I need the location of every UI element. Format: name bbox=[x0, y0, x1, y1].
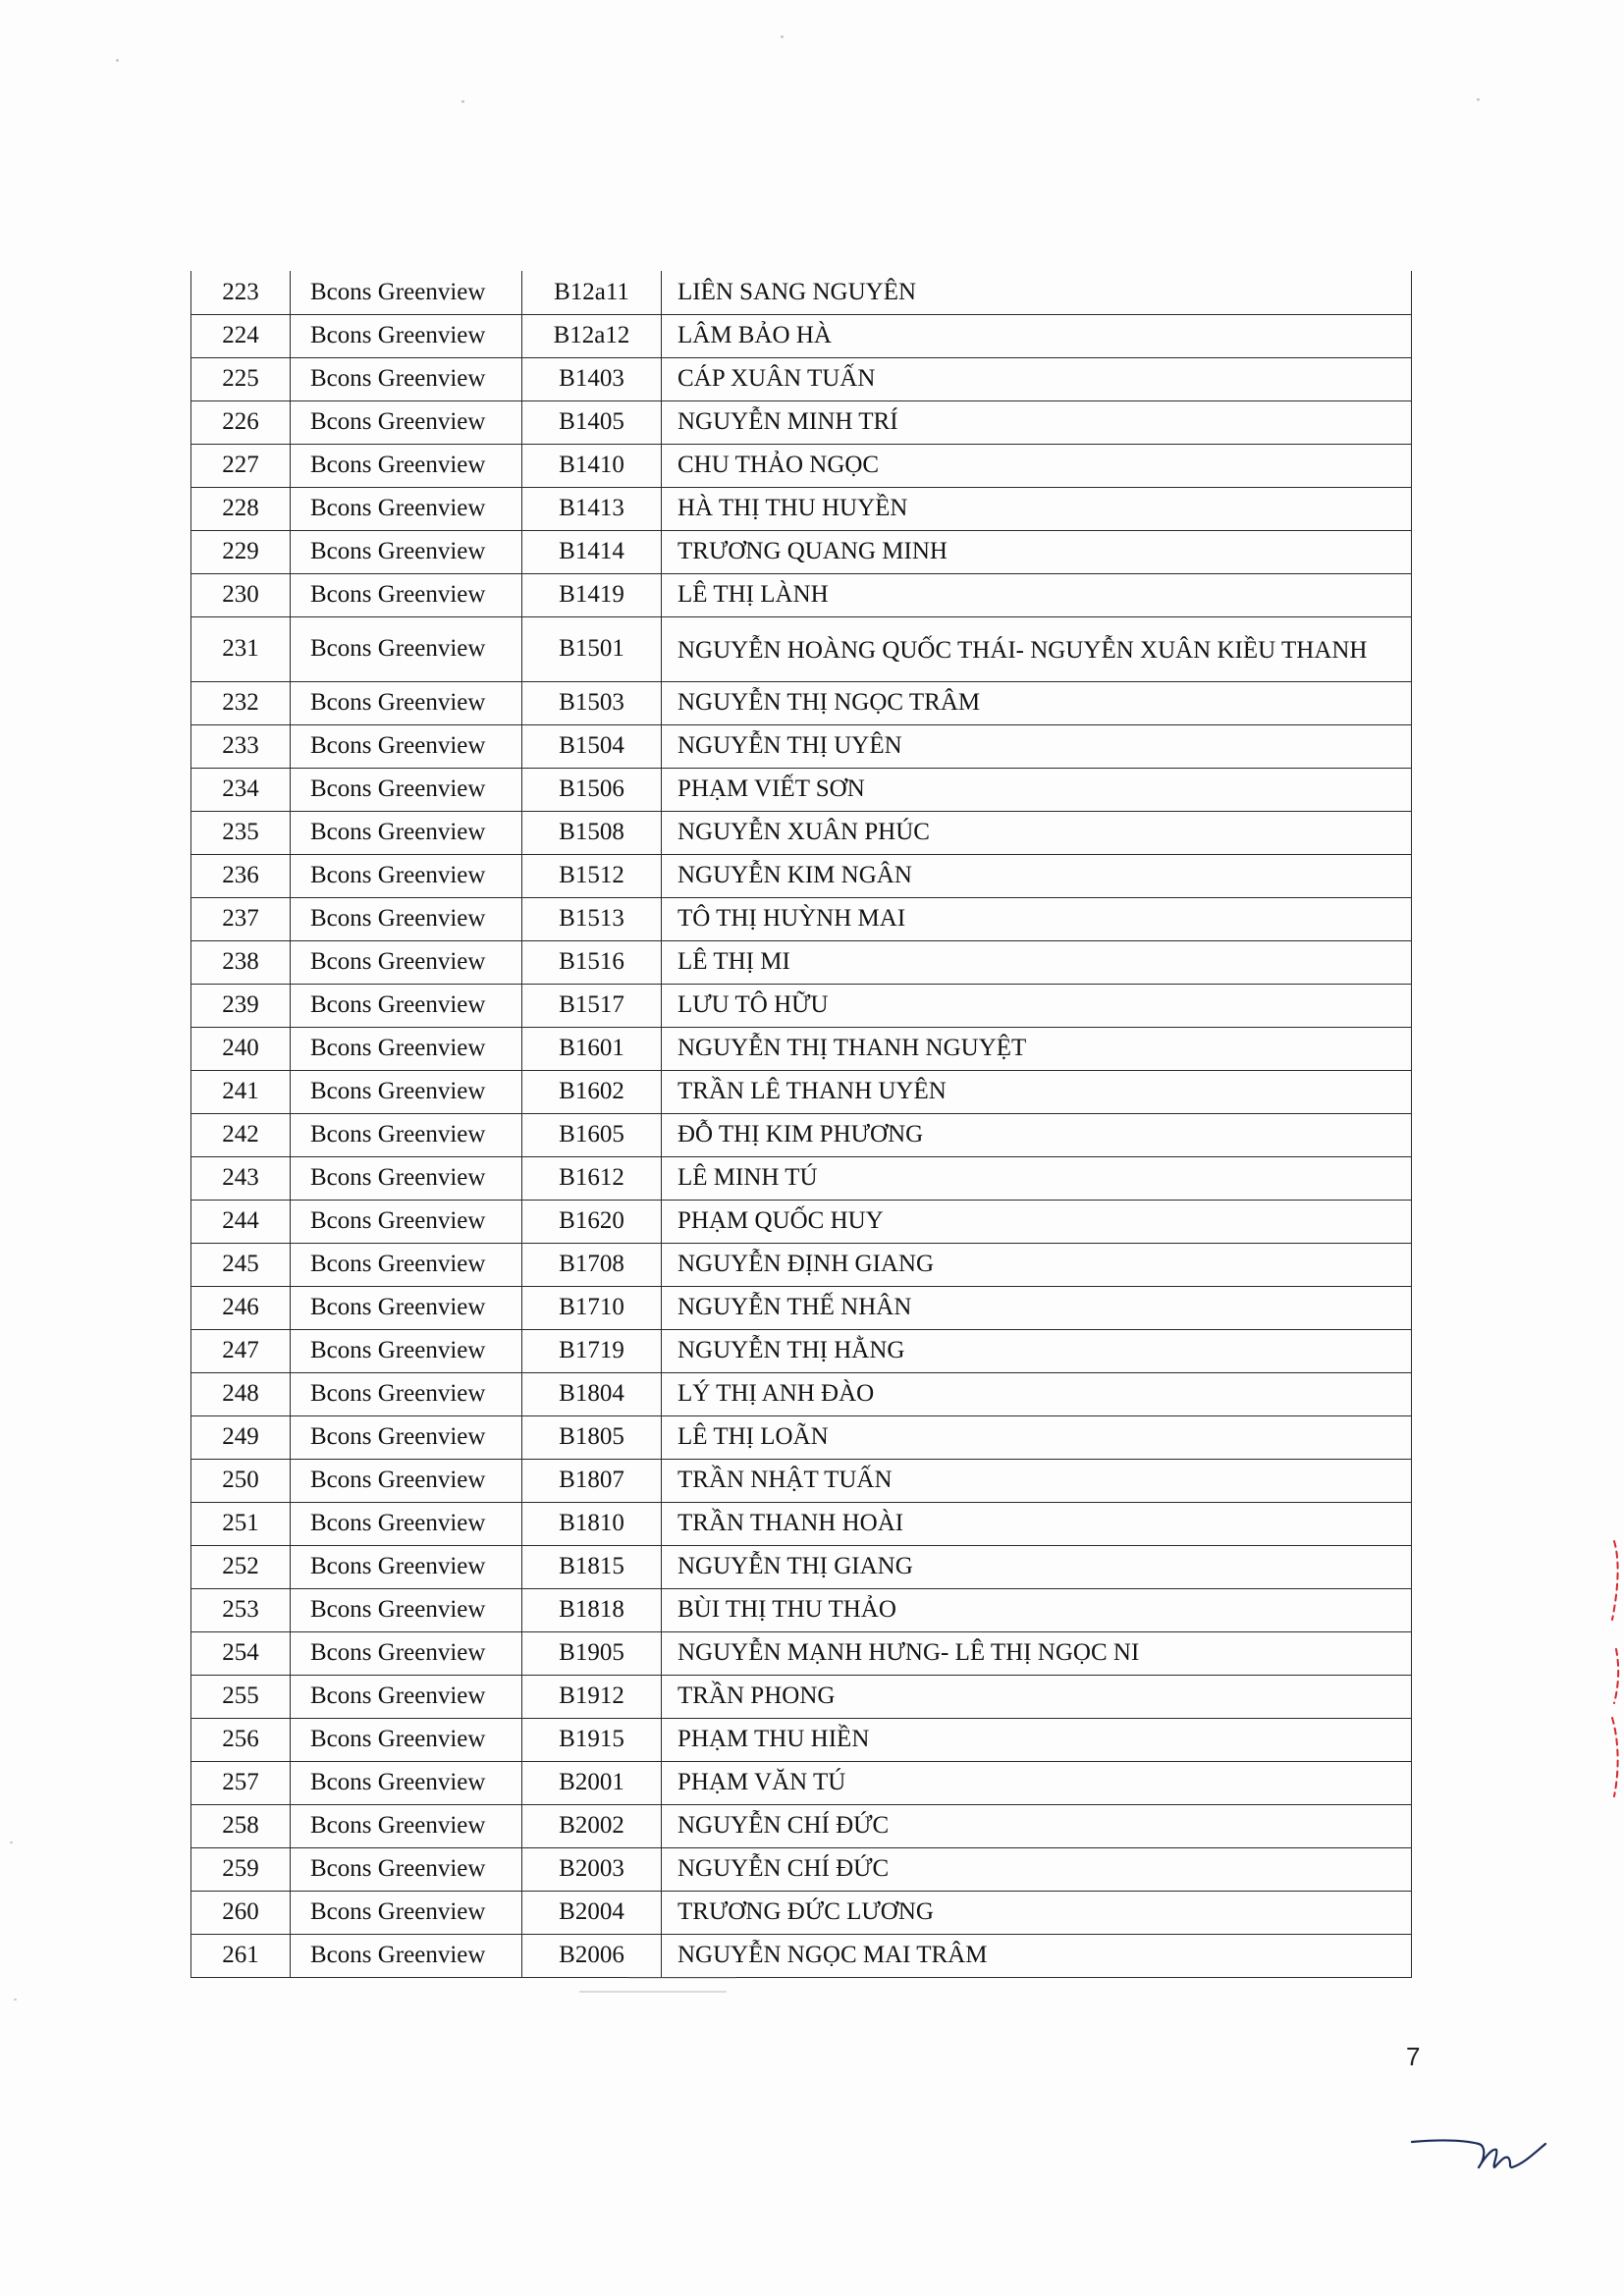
owner-name-cell: TRẦN NHẬT TUẤN bbox=[662, 1459, 1412, 1502]
owner-name-cell: NGUYỄN ĐỊNH GIANG bbox=[662, 1243, 1412, 1286]
row-number-cell: 254 bbox=[191, 1631, 291, 1675]
project-cell: Bcons Greenview bbox=[291, 1934, 522, 1977]
owner-name-cell: LÊ THỊ MI bbox=[662, 940, 1412, 984]
row-number-cell: 243 bbox=[191, 1156, 291, 1200]
scan-speck bbox=[461, 100, 464, 103]
owner-name-cell: TRẦN LÊ THANH UYÊN bbox=[662, 1070, 1412, 1113]
owner-name-cell: PHẠM VĂN TÚ bbox=[662, 1761, 1412, 1804]
scan-speck bbox=[628, 1977, 736, 1979]
row-number-cell: 256 bbox=[191, 1718, 291, 1761]
owner-name-cell: LƯU TÔ HỮU bbox=[662, 984, 1412, 1027]
project-cell: Bcons Greenview bbox=[291, 573, 522, 616]
table-row bbox=[191, 1200, 1412, 1243]
scan-speck bbox=[116, 59, 119, 62]
owner-name-cell: NGUYỄN HOÀNG QUỐC THÁI- NGUYỄN XUÂN KIỀU THANH bbox=[662, 616, 1412, 681]
unit-code-cell: B1710 bbox=[522, 1286, 662, 1329]
owner-name-cell: LÊ THỊ LOÃN bbox=[662, 1415, 1412, 1459]
owner-name-cell: TRƯƠNG QUANG MINH bbox=[662, 530, 1412, 573]
row-number-cell: 241 bbox=[191, 1070, 291, 1113]
unit-code-cell: B2001 bbox=[522, 1761, 662, 1804]
unit-code-cell: B1805 bbox=[522, 1415, 662, 1459]
row-number-cell: 239 bbox=[191, 984, 291, 1027]
table-row bbox=[191, 400, 1412, 444]
unit-code-cell: B1516 bbox=[522, 940, 662, 984]
row-number-cell: 251 bbox=[191, 1502, 291, 1545]
row-number-cell: 230 bbox=[191, 573, 291, 616]
owner-name-cell: NGUYỄN THỊ UYÊN bbox=[662, 724, 1412, 768]
unit-code-cell: B1807 bbox=[522, 1459, 662, 1502]
owner-name-cell: NGUYỄN XUÂN PHÚC bbox=[662, 811, 1412, 854]
table-row bbox=[191, 357, 1412, 400]
row-number-cell: 246 bbox=[191, 1286, 291, 1329]
owner-name-cell: NGUYỄN THỊ HẰNG bbox=[662, 1329, 1412, 1372]
owners-table bbox=[190, 271, 1412, 1978]
table-row bbox=[191, 724, 1412, 768]
project-cell: Bcons Greenview bbox=[291, 984, 522, 1027]
row-number-cell: 244 bbox=[191, 1200, 291, 1243]
owner-name-cell: HÀ THỊ THU HUYỀN bbox=[662, 487, 1412, 530]
row-number-cell: 225 bbox=[191, 357, 291, 400]
project-cell: Bcons Greenview bbox=[291, 1675, 522, 1718]
unit-code-cell: B1517 bbox=[522, 984, 662, 1027]
owner-name-cell: TRẦN PHONG bbox=[662, 1675, 1412, 1718]
row-number-cell: 223 bbox=[191, 271, 291, 314]
unit-code-cell: B1905 bbox=[522, 1631, 662, 1675]
project-cell: Bcons Greenview bbox=[291, 1286, 522, 1329]
table-row bbox=[191, 487, 1412, 530]
project-cell: Bcons Greenview bbox=[291, 1415, 522, 1459]
table-row bbox=[191, 1329, 1412, 1372]
owner-name-cell: TRƯƠNG ĐỨC LƯƠNG bbox=[662, 1891, 1412, 1934]
row-number-cell: 235 bbox=[191, 811, 291, 854]
owner-name-cell: NGUYỄN KIM NGÂN bbox=[662, 854, 1412, 897]
scan-speck bbox=[781, 35, 784, 38]
table-row bbox=[191, 530, 1412, 573]
project-cell: Bcons Greenview bbox=[291, 768, 522, 811]
unit-code-cell: B1504 bbox=[522, 724, 662, 768]
owner-name-cell: NGUYỄN CHÍ ĐỨC bbox=[662, 1847, 1412, 1891]
project-cell: Bcons Greenview bbox=[291, 681, 522, 724]
table-row bbox=[191, 1286, 1412, 1329]
table-row bbox=[191, 1675, 1412, 1718]
unit-code-cell: B2003 bbox=[522, 1847, 662, 1891]
project-cell: Bcons Greenview bbox=[291, 271, 522, 314]
unit-code-cell: B12a11 bbox=[522, 271, 662, 314]
signature-mark bbox=[1410, 2120, 1547, 2179]
table-row bbox=[191, 768, 1412, 811]
project-cell: Bcons Greenview bbox=[291, 1545, 522, 1588]
unit-code-cell: B12a12 bbox=[522, 314, 662, 357]
row-number-cell: 224 bbox=[191, 314, 291, 357]
row-number-cell: 258 bbox=[191, 1804, 291, 1847]
project-cell: Bcons Greenview bbox=[291, 1459, 522, 1502]
owner-name-cell: PHẠM VIẾT SƠN bbox=[662, 768, 1412, 811]
unit-code-cell: B1815 bbox=[522, 1545, 662, 1588]
row-number-cell: 226 bbox=[191, 400, 291, 444]
project-cell: Bcons Greenview bbox=[291, 1372, 522, 1415]
table-row bbox=[191, 1372, 1412, 1415]
owner-name-cell: NGUYỄN MẠNH HƯNG- LÊ THỊ NGỌC NI bbox=[662, 1631, 1412, 1675]
table-row bbox=[191, 1113, 1412, 1156]
unit-code-cell: B2002 bbox=[522, 1804, 662, 1847]
page-number: 7 bbox=[1406, 2042, 1421, 2071]
project-cell: Bcons Greenview bbox=[291, 1200, 522, 1243]
project-cell: Bcons Greenview bbox=[291, 1243, 522, 1286]
owner-name-cell: NGUYỄN NGỌC MAI TRÂM bbox=[662, 1934, 1412, 1977]
unit-code-cell: B1915 bbox=[522, 1718, 662, 1761]
unit-code-cell: B1413 bbox=[522, 487, 662, 530]
project-cell: Bcons Greenview bbox=[291, 487, 522, 530]
row-number-cell: 242 bbox=[191, 1113, 291, 1156]
project-cell: Bcons Greenview bbox=[291, 1588, 522, 1631]
row-number-cell: 229 bbox=[191, 530, 291, 573]
owner-name-cell: LÂM BẢO HÀ bbox=[662, 314, 1412, 357]
unit-code-cell: B1410 bbox=[522, 444, 662, 487]
unit-code-cell: B1501 bbox=[522, 616, 662, 681]
owner-name-cell: PHẠM QUỐC HUY bbox=[662, 1200, 1412, 1243]
unit-code-cell: B2004 bbox=[522, 1891, 662, 1934]
project-cell: Bcons Greenview bbox=[291, 1070, 522, 1113]
table-row bbox=[191, 1545, 1412, 1588]
owner-name-cell: LÊ MINH TÚ bbox=[662, 1156, 1412, 1200]
unit-code-cell: B1602 bbox=[522, 1070, 662, 1113]
scan-speck bbox=[579, 1991, 727, 1993]
unit-code-cell: B1601 bbox=[522, 1027, 662, 1070]
unit-code-cell: B1506 bbox=[522, 768, 662, 811]
owner-name-cell: LÊ THỊ LÀNH bbox=[662, 573, 1412, 616]
table-row bbox=[191, 984, 1412, 1027]
row-number-cell: 231 bbox=[191, 616, 291, 681]
unit-code-cell: B1804 bbox=[522, 1372, 662, 1415]
project-cell: Bcons Greenview bbox=[291, 940, 522, 984]
red-seal-edge bbox=[1598, 1531, 1624, 1826]
unit-code-cell: B1708 bbox=[522, 1243, 662, 1286]
unit-code-cell: B1512 bbox=[522, 854, 662, 897]
owner-name-cell: BÙI THỊ THU THẢO bbox=[662, 1588, 1412, 1631]
project-cell: Bcons Greenview bbox=[291, 444, 522, 487]
unit-code-cell: B1513 bbox=[522, 897, 662, 940]
owner-name-cell: PHẠM THU HIỀN bbox=[662, 1718, 1412, 1761]
owner-name-cell: TÔ THỊ HUỲNH MAI bbox=[662, 897, 1412, 940]
row-number-cell: 227 bbox=[191, 444, 291, 487]
table-row bbox=[191, 897, 1412, 940]
table-row bbox=[191, 1243, 1412, 1286]
owner-name-cell: ĐỖ THỊ KIM PHƯƠNG bbox=[662, 1113, 1412, 1156]
unit-code-cell: B2006 bbox=[522, 1934, 662, 1977]
scan-speck bbox=[14, 1999, 17, 2001]
row-number-cell: 233 bbox=[191, 724, 291, 768]
table-row bbox=[191, 940, 1412, 984]
project-cell: Bcons Greenview bbox=[291, 1631, 522, 1675]
table-row bbox=[191, 854, 1412, 897]
row-number-cell: 259 bbox=[191, 1847, 291, 1891]
project-cell: Bcons Greenview bbox=[291, 1329, 522, 1372]
project-cell: Bcons Greenview bbox=[291, 616, 522, 681]
row-number-cell: 245 bbox=[191, 1243, 291, 1286]
project-cell: Bcons Greenview bbox=[291, 1891, 522, 1934]
row-number-cell: 250 bbox=[191, 1459, 291, 1502]
unit-code-cell: B1810 bbox=[522, 1502, 662, 1545]
project-cell: Bcons Greenview bbox=[291, 1847, 522, 1891]
row-number-cell: 247 bbox=[191, 1329, 291, 1372]
unit-code-cell: B1605 bbox=[522, 1113, 662, 1156]
row-number-cell: 248 bbox=[191, 1372, 291, 1415]
project-cell: Bcons Greenview bbox=[291, 1761, 522, 1804]
table-row bbox=[191, 444, 1412, 487]
row-number-cell: 240 bbox=[191, 1027, 291, 1070]
table-row bbox=[191, 573, 1412, 616]
project-cell: Bcons Greenview bbox=[291, 854, 522, 897]
row-number-cell: 238 bbox=[191, 940, 291, 984]
unit-code-cell: B1912 bbox=[522, 1675, 662, 1718]
row-number-cell: 252 bbox=[191, 1545, 291, 1588]
table-row bbox=[191, 1891, 1412, 1934]
scan-speck bbox=[1477, 98, 1480, 101]
owner-name-cell: CÁP XUÂN TUẤN bbox=[662, 357, 1412, 400]
project-cell: Bcons Greenview bbox=[291, 724, 522, 768]
owner-name-cell: NGUYỄN THỊ THANH NGUYỆT bbox=[662, 1027, 1412, 1070]
table-row bbox=[191, 1070, 1412, 1113]
table-row bbox=[191, 616, 1412, 681]
project-cell: Bcons Greenview bbox=[291, 357, 522, 400]
table-row bbox=[191, 681, 1412, 724]
owner-name-cell: LIÊN SANG NGUYÊN bbox=[662, 271, 1412, 314]
row-number-cell: 249 bbox=[191, 1415, 291, 1459]
project-cell: Bcons Greenview bbox=[291, 1156, 522, 1200]
unit-code-cell: B1405 bbox=[522, 400, 662, 444]
table-row bbox=[191, 271, 1412, 314]
owner-name-cell: NGUYỄN THẾ NHÂN bbox=[662, 1286, 1412, 1329]
unit-code-cell: B1419 bbox=[522, 573, 662, 616]
table-row bbox=[191, 1156, 1412, 1200]
row-number-cell: 234 bbox=[191, 768, 291, 811]
row-number-cell: 253 bbox=[191, 1588, 291, 1631]
unit-code-cell: B1414 bbox=[522, 530, 662, 573]
unit-code-cell: B1818 bbox=[522, 1588, 662, 1631]
owner-name-cell: TRẦN THANH HOÀI bbox=[662, 1502, 1412, 1545]
table-row bbox=[191, 1718, 1412, 1761]
table-row bbox=[191, 1631, 1412, 1675]
project-cell: Bcons Greenview bbox=[291, 1502, 522, 1545]
row-number-cell: 257 bbox=[191, 1761, 291, 1804]
table-row bbox=[191, 1761, 1412, 1804]
row-number-cell: 255 bbox=[191, 1675, 291, 1718]
unit-code-cell: B1403 bbox=[522, 357, 662, 400]
table-row bbox=[191, 1459, 1412, 1502]
owner-name-cell: LÝ THỊ ANH ĐÀO bbox=[662, 1372, 1412, 1415]
unit-code-cell: B1620 bbox=[522, 1200, 662, 1243]
row-number-cell: 236 bbox=[191, 854, 291, 897]
owner-name-cell: NGUYỄN THỊ NGỌC TRÂM bbox=[662, 681, 1412, 724]
owner-name-cell: NGUYỄN THỊ GIANG bbox=[662, 1545, 1412, 1588]
table-row bbox=[191, 1804, 1412, 1847]
project-cell: Bcons Greenview bbox=[291, 1718, 522, 1761]
owners-table-body bbox=[191, 271, 1412, 1977]
table-row bbox=[191, 811, 1412, 854]
project-cell: Bcons Greenview bbox=[291, 1113, 522, 1156]
project-cell: Bcons Greenview bbox=[291, 897, 522, 940]
table-row bbox=[191, 1502, 1412, 1545]
table-row bbox=[191, 314, 1412, 357]
unit-code-cell: B1508 bbox=[522, 811, 662, 854]
unit-code-cell: B1503 bbox=[522, 681, 662, 724]
project-cell: Bcons Greenview bbox=[291, 1804, 522, 1847]
project-cell: Bcons Greenview bbox=[291, 530, 522, 573]
unit-code-cell: B1719 bbox=[522, 1329, 662, 1372]
project-cell: Bcons Greenview bbox=[291, 1027, 522, 1070]
scan-speck bbox=[10, 1842, 13, 1843]
owner-name-cell: NGUYỄN MINH TRÍ bbox=[662, 400, 1412, 444]
project-cell: Bcons Greenview bbox=[291, 811, 522, 854]
unit-code-cell: B1612 bbox=[522, 1156, 662, 1200]
owner-name-cell: NGUYỄN CHÍ ĐỨC bbox=[662, 1804, 1412, 1847]
table-row bbox=[191, 1415, 1412, 1459]
owner-name-cell: CHU THẢO NGỌC bbox=[662, 444, 1412, 487]
row-number-cell: 228 bbox=[191, 487, 291, 530]
project-cell: Bcons Greenview bbox=[291, 314, 522, 357]
table-row bbox=[191, 1027, 1412, 1070]
table-row bbox=[191, 1934, 1412, 1977]
project-cell: Bcons Greenview bbox=[291, 400, 522, 444]
row-number-cell: 260 bbox=[191, 1891, 291, 1934]
table-row bbox=[191, 1847, 1412, 1891]
row-number-cell: 261 bbox=[191, 1934, 291, 1977]
row-number-cell: 232 bbox=[191, 681, 291, 724]
row-number-cell: 237 bbox=[191, 897, 291, 940]
table-row bbox=[191, 1588, 1412, 1631]
